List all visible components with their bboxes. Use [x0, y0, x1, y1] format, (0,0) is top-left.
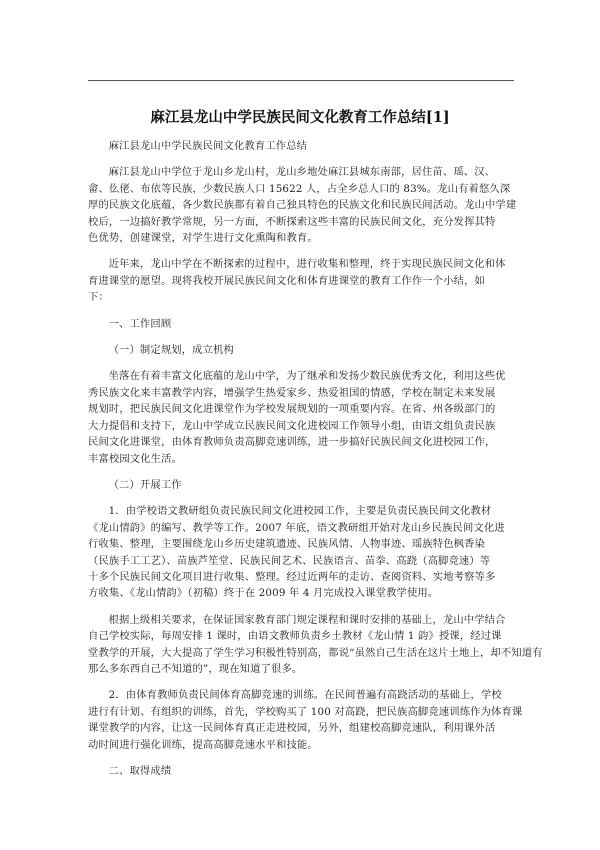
text-line: 规划时，把民族民间文化进课堂作为学校发展规划的一项重要内容。在省、州各级部门的 [88, 403, 496, 416]
text-line: 1．由学校语文教研组负责民族民间文化进校园工作，主要是负责民族民间文化教材 [108, 505, 492, 518]
text-line: 2．由体育教师负责民间体育高脚竞速的训练。在民间普遍有高跷活动的基础上，学校 [108, 689, 502, 702]
item-1b-paragraph [88, 612, 543, 678]
subsection-1-paragraph [88, 368, 514, 466]
subsection-1-heading: （一）制定规划，成立机构 [108, 344, 234, 357]
document-title: 麻江县龙山中学民族民间文化教育工作总结[1] [150, 109, 450, 126]
text-line: 大力提倡和支持下，龙山中学成立民族民间文化进校园工作领导小组，由语文组负责民族 [88, 419, 496, 432]
text-line: 那么多东西自己不知道的”，现在知道了很多。 [88, 662, 303, 675]
text-line: 麻江县龙山中学位于龙山乡龙山村，龙山乡地处麻江县城东南部，居住苗、瑶、汉、 [108, 166, 496, 179]
section-1-heading: 一、工作回顾 [108, 317, 172, 330]
text-line: 厚的民族文化底蕴，各少数民族都有着自己独具特色的民族文化和民族民间活动。龙山中学建 [88, 199, 517, 212]
text-line: 十多个民族民间文化项目进行收集、整理。经过近两年的走访、查阅资料、实地考察等多 [88, 570, 496, 583]
intro-paragraph [88, 164, 517, 246]
section-2-heading: 二、取得成绩 [108, 765, 172, 777]
text-line: 自己学校实际，每周安排 1 课时，由语文教师负责乡土教材《龙山情 1 韵》授课，经过课 [88, 630, 502, 643]
text-line: 畲、仫佬、布依等民族，少数民族人口 15622 人，占全乡总人口的 83%。龙山有着悠久深 [88, 182, 511, 195]
text-line: （民族手工工艺）、苗族芦笙堂、民族民间艺术、民族语言、苗拳、高跷（高脚竞速）等 [88, 554, 491, 567]
text-line: 丰富校园文化生活。 [88, 452, 183, 465]
paragraph-2 [88, 256, 514, 305]
text-line: 色优势，创建课堂，对学生进行文化熏陶和教育。 [88, 232, 318, 245]
text-line: 动时间进行强化训练，提高高脚竞速水平和技能。 [88, 738, 318, 751]
text-line: 坐落在有着丰富文化底蕴的龙山中学，为了继承和发扬少数民族优秀文化，利用这些优 [108, 370, 506, 383]
text-line: 育进课堂的愿望。现将我校开展民族民间文化和体育进课堂的教育工作作一个小结，如 [88, 274, 485, 287]
text-line: 堂教学的开展，大大提高了学生学习积极性特别高，都说“虽然自己生活在这片土地上，却不知道有 [88, 646, 543, 659]
document-body [88, 138, 543, 789]
document-subtitle: 麻江县龙山中学民族民间文化教育工作总结 [108, 140, 308, 152]
text-line: 进行有计划、有组织的训练，首先，学校购买了 100 对高跷，把民族高脚竞速训练作为体育课 [88, 705, 523, 718]
subsection-2-heading: （二）开展工作 [108, 478, 182, 491]
text-line: 课堂教学的内容，让这一民间体育真正走进校园，另外，组建校高脚竞速队，利用课外活 [88, 722, 496, 735]
text-line: 秀民族文化来丰富教学内容，增强学生热爱家乡、热爱祖国的情感，学校在制定未来发展 [88, 386, 496, 399]
item-2-paragraph [88, 687, 523, 753]
text-line: 《龙山情韵》的编写、教学等工作。2007 年底，语文教研组开始对龙山乡民族民间文化进 [88, 521, 505, 534]
text-line: 民间文化进课堂，由体育教师负责高脚竞速训练，进一步搞好民族民间文化进校园工作， [88, 436, 496, 449]
text-line: 行收集、整理，主要围绕龙山乡历史建筑遗迹、民族风情、人物事迹、瑶族特色枫香染 [88, 538, 485, 551]
text-line: 下： [88, 291, 109, 304]
text-line: 校后，一边搞好教学常规，另一方面，不断探索这些丰富的民族民间文化，充分发挥其特 [88, 215, 496, 228]
text-line: 方收集、《龙山情韵》（初稿）终于在 2009 年 4 月完成投入课堂教学使用。 [88, 587, 439, 600]
header-rule [88, 80, 514, 81]
text-line: 近年来，龙山中学在不断探索的过程中，进行收集和整理，终于实现民族民间文化和体 [108, 258, 506, 271]
item-1-paragraph [88, 503, 514, 601]
text-line: 根据上级相关要求，在保证国家教育部门规定课程和课时安排的基础上，龙山中学结合 [108, 613, 506, 626]
